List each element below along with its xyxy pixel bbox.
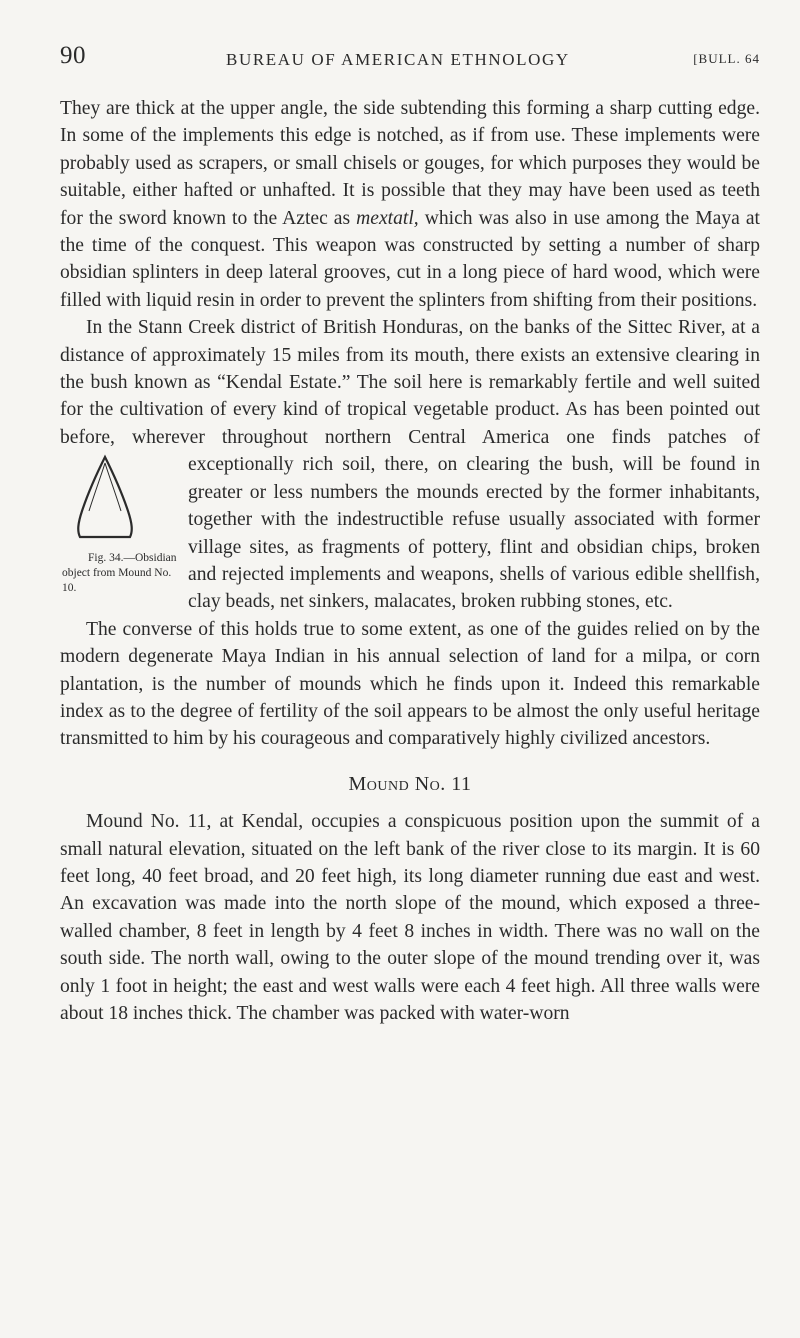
mextatl-term: mextatl, [356,207,419,229]
figure-34 [60,453,178,596]
section-heading: Mound No. 11 [348,772,472,795]
page-number: 90 [60,42,86,69]
paragraph-2: In the Stann Creek district of British Honduras, on the banks of the Sittec River, at a distance of approximately 15 miles from its mouth, there exists an extensive clearing in the bush known as “Kendal Estate.” The soil here is remarkably fertile and well suited for the cultivation of every kind of tropical vegetable product. As has been pointed out before, wherever throughout northern Central America one finds patches of exceptionally rich soil, there, on clearing Fig. 34.—Obsidian object from Mound No. 10. the bush, will be found in greater or less numbers the mounds erected by the former inhabitants, together with the indestructible refuse usually associated with former village sites, as fragments of pottery, flint and obsidian chips, broken and rejected implements and weapons, shells of various edible shellfish, clay beads, net sinkers, malacates, broken rubbing stones, etc. [60,317,760,613]
paragraph-1: They are thick at the upper angle, the side subtending this forming a sharp cutting edge. In some of the implements this edge is notched, as if from use. These implements were probably used as scrapers, or small chisels or gouges, for which purposes they would be suitable, either hafted or unhafted. It is possible that they may have been used as teeth for the sword known to the Aztec as mextatl, which was also in use among the Maya at the time of the conquest. This weapon was constructed by setting a number of sharp obsidian splinters in deep lateral grooves, cut in a long piece of hard wood, which were filled with liquid resin in order to prevent the splinters from shifting from their positions. [60,98,760,311]
page-header [60,42,760,76]
paragraph-3: The converse of this holds true to some extent, as one of the guides relied on by the modern degenerate Maya Indian in his annual selection of land for a milpa, or corn plantation, is the number of mounds which he finds upon it. Indeed this remarkable index as to the degree of fertility of the soil appears to be almost the only useful heritage transmitted to him by his courageous and comparatively highly civilized ancestors. [60,618,760,750]
paragraph-4: Mound No. 11, at Kendal, occupies a conspicuous position upon the summit of a small natural elevation, situated on the left bank of the river close to its margin. It is 60 feet long, 40 feet broad, and 20 feet high, its long diameter running due east and west. An excavation was made into the north slope of the mound, which exposed a three-walled chamber, 8 feet in length by 4 feet 8 inches in width. There was no wall on the south side. The north wall, owing to the outer slope of the mound trending over it, was only 1 foot in height; the east and west walls were each 4 feet high. All three walls were about 18 inches thick. The chamber was packed with water-worn [60,811,760,1024]
obsidian-object-illustration [74,453,136,543]
running-title: BUREAU OF AMERICAN ETHNOLOGY [226,50,570,69]
bulletin-label: [BULL. 64 [693,51,760,66]
body-text [60,95,760,1027]
figure-caption: Fig. 34.—Obsidian object from Mound No. 10. [62,552,177,595]
